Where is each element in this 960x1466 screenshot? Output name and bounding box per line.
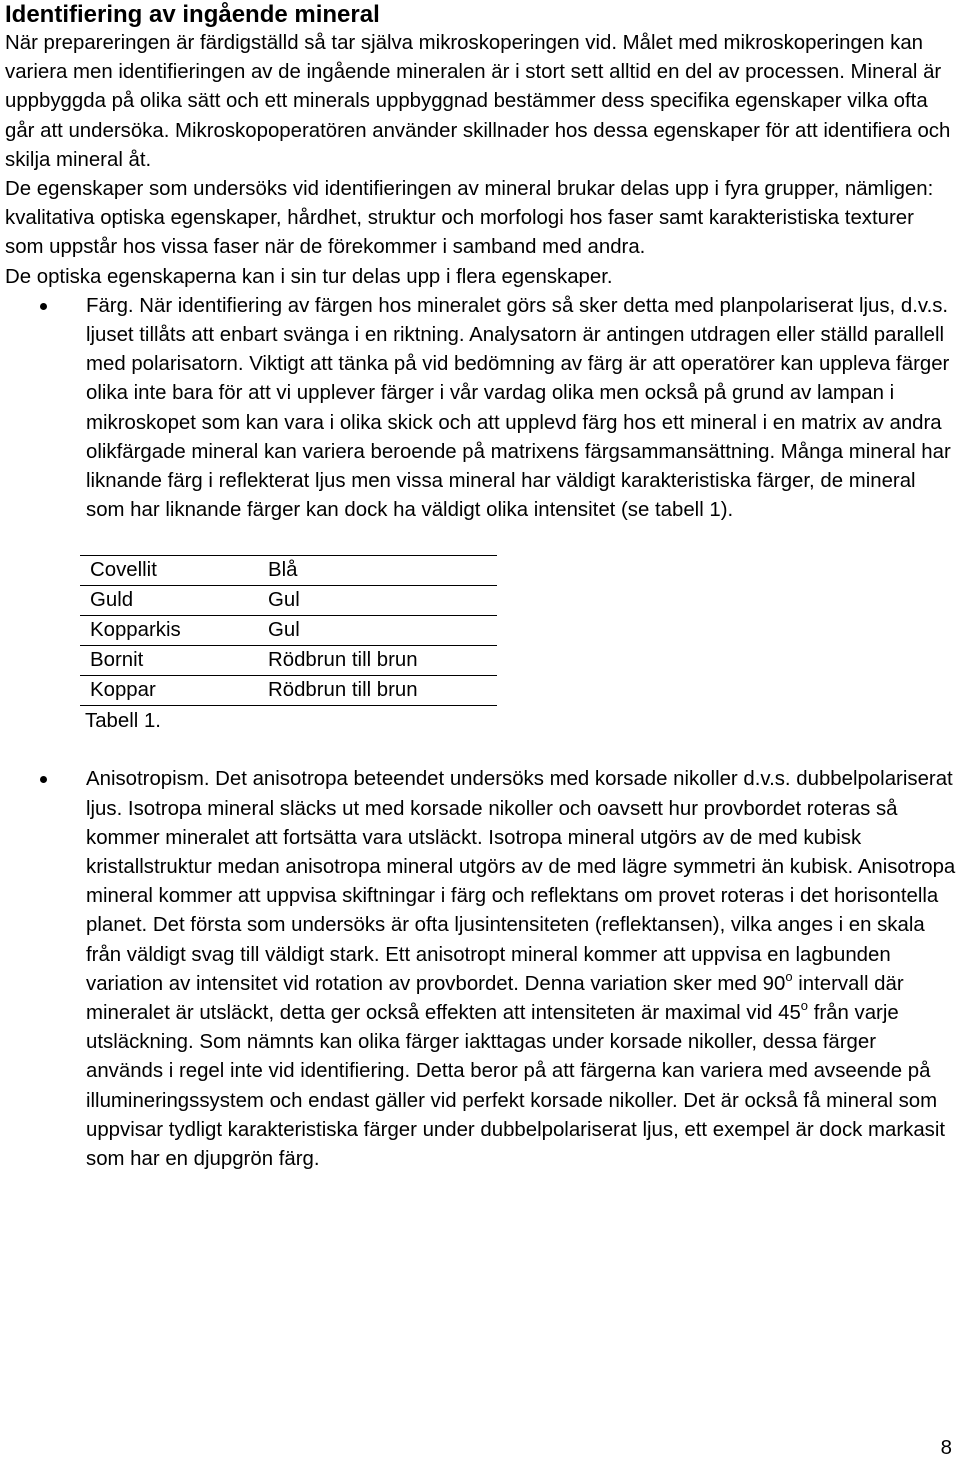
bullet-icon bbox=[40, 776, 47, 783]
mineral-color-table bbox=[80, 555, 497, 706]
table-row bbox=[80, 616, 497, 646]
bullet-text-anisotropism-part2: intervall där mineralet är utsläckt, detta ger också effekten att intensiteten är maximal vid 45 bbox=[86, 972, 904, 1025]
table-cell-color: Rödbrun till brun bbox=[258, 646, 497, 676]
document-page bbox=[5, 0, 957, 1174]
page-number: 8 bbox=[940, 1437, 952, 1459]
bullet-icon bbox=[40, 303, 47, 310]
table-cell-mineral: Kopparkis bbox=[80, 616, 258, 646]
table-cell-color: Gul bbox=[258, 616, 497, 646]
bullet-item-farg bbox=[5, 292, 957, 526]
table-cell-mineral: Koppar bbox=[80, 676, 258, 706]
intro-paragraph-3: De optiska egenskaperna kan i sin tur delas upp i flera egenskaper. bbox=[5, 265, 613, 288]
table-cell-color: Rödbrun till brun bbox=[258, 676, 497, 706]
intro-paragraph-2: De egenskaper som undersöks vid identifieringen av mineral brukar delas upp i fyra grupper, nämligen: kvalitativa optiska egenskaper, hårdhet, struktur och morfologi hos faser samt karakteristiska texturer som uppstår hos vissa faser när de förekommer i samband med andra. bbox=[5, 178, 934, 259]
degree-superscript: o bbox=[800, 998, 809, 1014]
degree-superscript: o bbox=[785, 968, 793, 984]
table-row bbox=[80, 586, 497, 616]
table-cell-color: Blå bbox=[258, 556, 497, 586]
section-heading: Identifiering av ingående mineral bbox=[5, 1, 380, 28]
table-row bbox=[80, 556, 497, 586]
bullet-item-anisotropism bbox=[5, 765, 957, 1174]
bullet-text-anisotropism-part3: från varje utsläckning. Som nämnts kan olika färger iakttagas under korsade nikoller, dessa färger används i regel inte vid identifiering. Detta beror på att färgerna kan variera med avseende på illumineringssystem och endast gäller vid perfekt korsade nikoller. Det är också få mineral som uppvisar tydligt karakteristiska färger under dubbelpolariserat ljus, ett exempel är dock markasit som har en djupgrön färg. bbox=[86, 1002, 946, 1171]
table-cell-mineral: Guld bbox=[80, 586, 258, 616]
bullet-text-farg: Färg. När identifiering av färgen hos mineralet görs så sker detta med planpolariserat ljus, d.v.s. ljuset tillåts att enbart svänga i en riktning. Analysatorn är antingen utdragen eller ställd parallell med polarisatorn. Viktigt att tänka på vid bedömning av färg är att operatörer kan uppleva färger olika inte bara för att vi upplever färger i vår vardag olika men också på grund av lampan i mikroskopet som kan vara i olika skick och att upplevd färg hos ett mineral i en matrix av andra olikfärgade mineral kan variera beroende på matrixens färgsammansättning. Många mineral har liknande färg i reflekterat ljus men vissa mineral har väldigt karakteristiska färger, de mineral som har liknande färger kan dock ha väldigt olika intensitet (se tabell 1). bbox=[86, 294, 951, 522]
table-row bbox=[80, 646, 497, 676]
table-row bbox=[80, 676, 497, 706]
bullet-text-anisotropism-part1: Anisotropism. Det anisotropa beteendet undersöks med korsade nikoller d.v.s. dubbelpolariserat ljus. Isotropa mineral släcks ut med korsade nikoller och oavsett hur provbordet roteras så kommer mineralet att fortsätta vara utsläckt. Isotropa mineral utgörs av de med kubisk kristallstruktur medan anisotropa mineral utgörs av de med lägre symmetri än kubisk. Anisotropa mineral kommer att uppvisa skiftningar i färg och reflektans om provet roteras i det horisontella planet. Det första som undersöks är ofta ljusintensiteten (reflektansen), vilka anges i en skala från väldigt svag till väldigt stark. Ett anisotropt mineral kommer att uppvisa en lagbunden variation av intensitet vid rotation av provbordet. Denna variation sker med 90 bbox=[86, 768, 956, 995]
table-cell-mineral: Covellit bbox=[80, 556, 258, 586]
intro-paragraph-1: När prepareringen är färdigställd så tar själva mikroskoperingen vid. Målet med mikroskoperingen kan variera men identifieringen av de ingående mineralen är i stort sett alltid en del av processen. Mineral är uppbyggda på olika sätt och ett minerals uppbyggnad bestämmer dess specifika egenskaper vilka ofta går att undersöka. Mikroskopoperatören använder skillnader hos dessa egenskaper för att identifiera och skilja mineral åt. bbox=[5, 32, 951, 171]
table-cell-color: Gul bbox=[258, 586, 497, 616]
table-cell-mineral: Bornit bbox=[80, 646, 258, 676]
table-caption: Tabell 1. bbox=[85, 710, 161, 733]
